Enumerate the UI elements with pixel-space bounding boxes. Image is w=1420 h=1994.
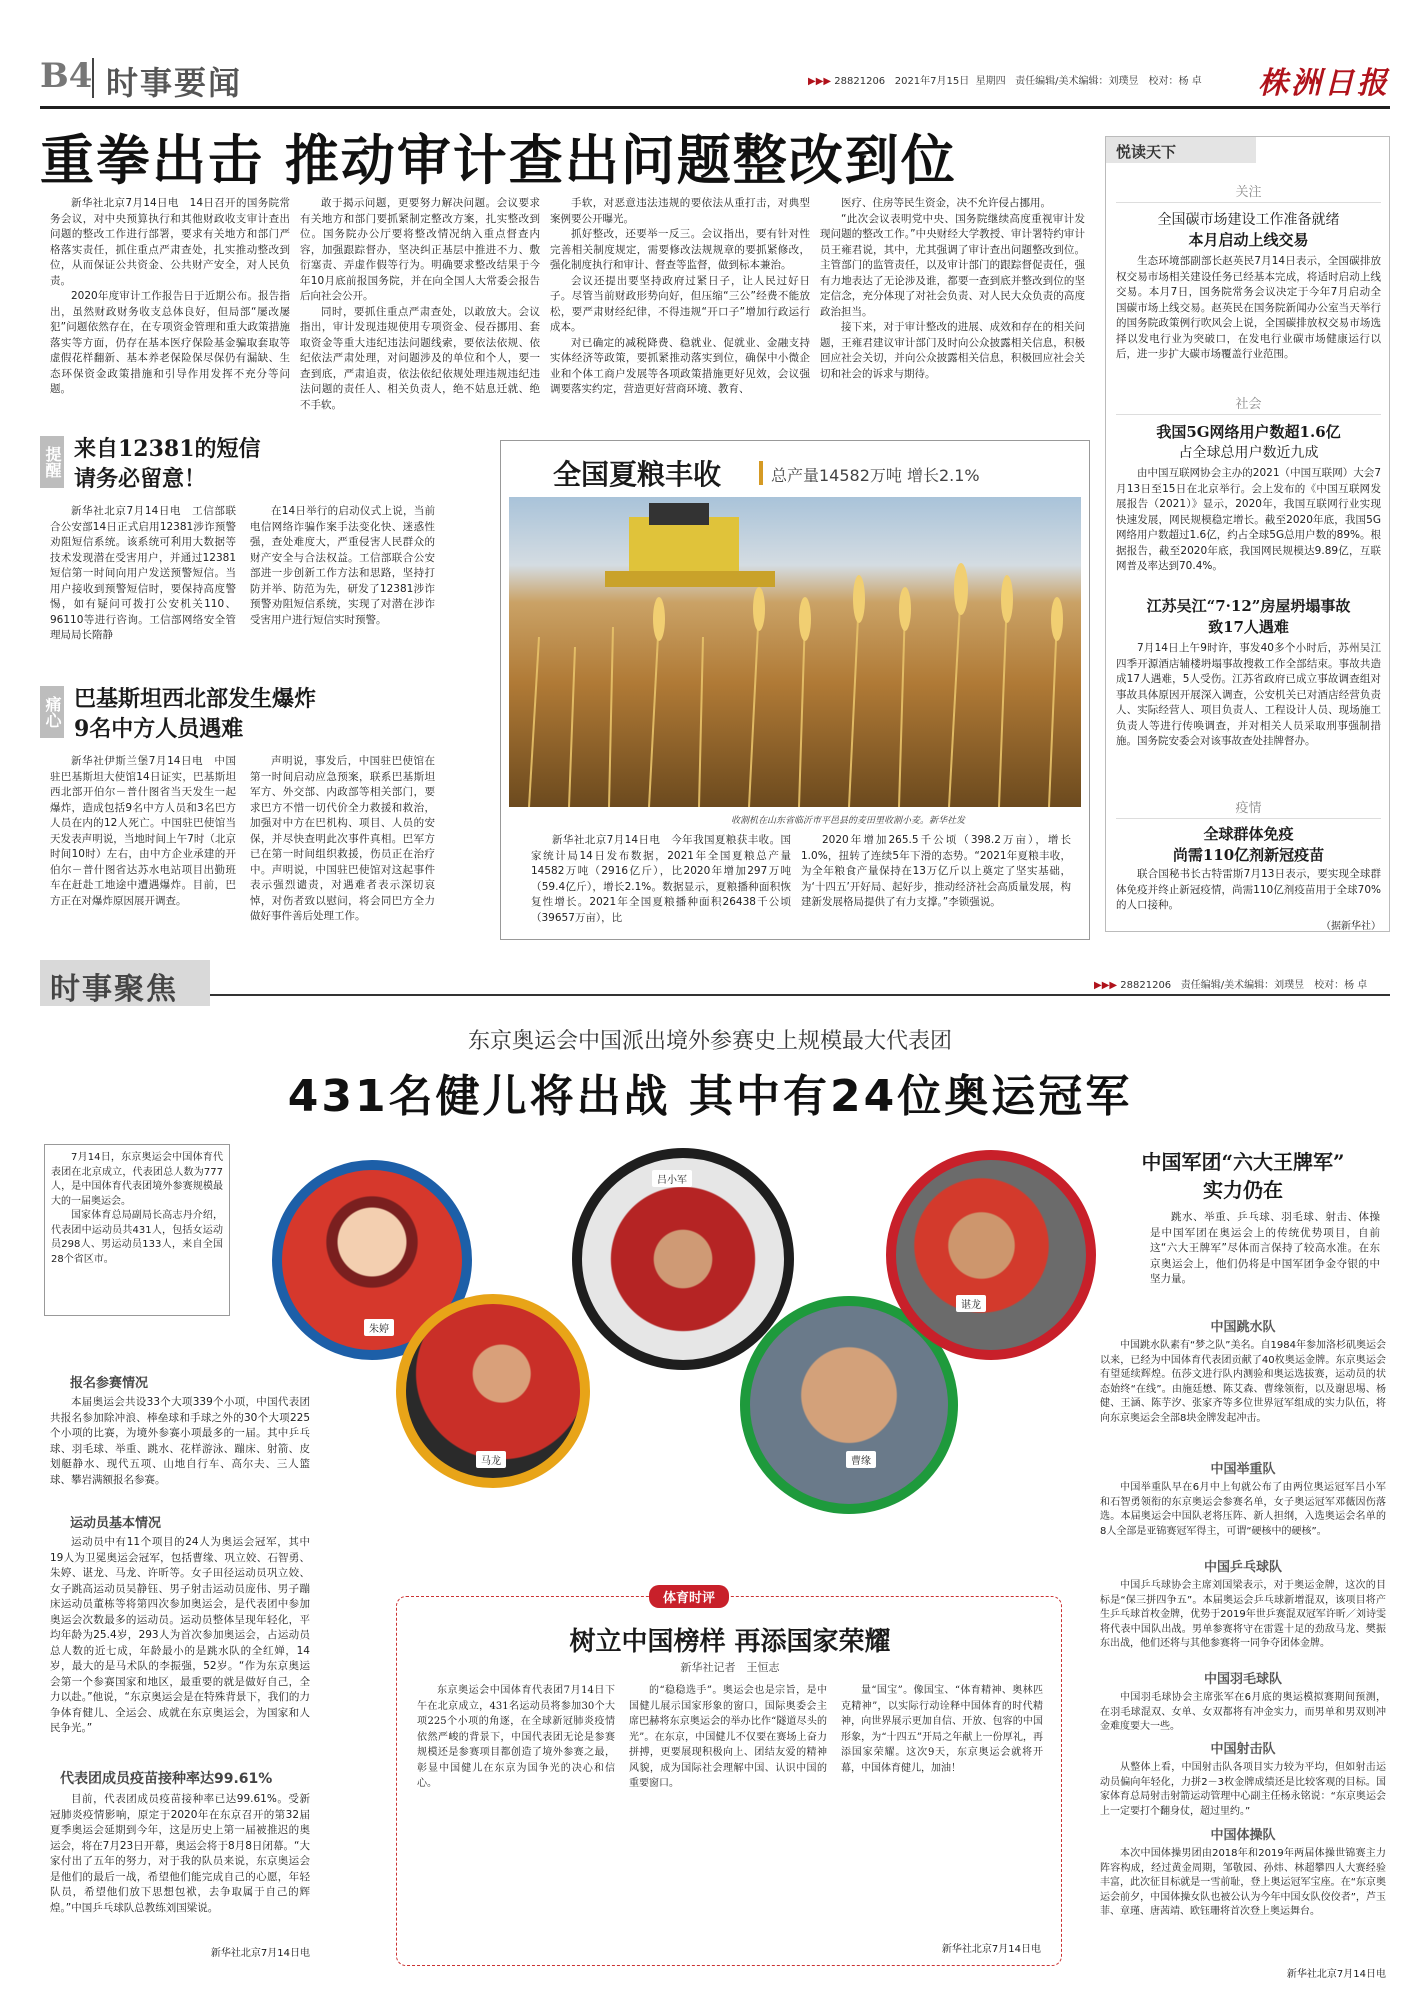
pakistan-col-1 xyxy=(50,754,236,932)
grain-caption: 收割机在山东省临沂市平邑县的麦田里收割小麦。新华社发 xyxy=(731,816,966,826)
team-name: 中国射击队 xyxy=(1210,1742,1276,1757)
left-section-1 xyxy=(50,1372,310,1513)
pakistan-title xyxy=(74,684,316,744)
team-text xyxy=(1100,1481,1386,1553)
team-name: 中国体操队 xyxy=(1210,1828,1276,1843)
commentary-tag: 体育时评 xyxy=(649,1585,729,1608)
sidebar-text xyxy=(1116,254,1381,382)
ring-label: 马龙 xyxy=(476,1451,506,1468)
lead-paragraph: 新华社北京7月14日电 14日召开的国务院常务会议，对中央预算执行和其他财政收支审计查出问题的整改工作进行部署，要求有关地方和部门严格落实责任，抓住重点严肃查处，扎实推动整改到位，从而保证公共资金、公共财产安全，对人民负责。 xyxy=(50,197,290,287)
right-intro-paragraph: 跳水、举重、乒乓球、羽毛球、射击、体操是中国军团在奥运会上的传统优势项目，自前这“六大王牌军”尽体而言保持了较高水准。在东京奥运会上，他们仍将是中国军团争金夺银的中坚力量。 xyxy=(1150,1211,1380,1285)
wheat-field xyxy=(529,587,1057,807)
team-text xyxy=(1100,1691,1386,1735)
right-title-line1: 中国军团“六大王牌军” xyxy=(1141,1150,1345,1174)
lead-paragraph: 医疗、住房等民生资金，决不允许侵占挪用。 xyxy=(841,197,1051,209)
team-paragraph: 本次中国体操男团由2018年和2019年两届体操世锦赛主力阵容构成，经过黄金周期，邹敬园、孙炜、林超攀四人大赛经验丰富，此次征目标就是一雪前耻，登上奥运冠军宝座。在“东京奥运会前夕，中国体操女队也被公认为今年中国女队佼佼者”，芦玉菲、章瑾、唐茜靖、欧钰珊将首次登上奥运舞台。 xyxy=(1100,1848,1386,1917)
team-name: 中国跳水队 xyxy=(1210,1320,1276,1335)
lead-paragraph: 接下来，对于审计整改的进展、成效和存在的相关问题，王雍君建议审计部门及时向公众披露相关信息，积极回应社会关切，并向公众披露相关信息，积极回应社会关切和社会的诉求与期待。 xyxy=(820,321,1085,380)
team-table-tennis xyxy=(1100,1556,1386,1665)
commentary-paragraph: 东京奥运会中国体育代表团7月14日下午在北京成立，431名运动员将参加30个大项225个小项的角逐，在全球新冠肺炎疫情依然严峻的背景下，中国代表团无论是参赛规模还是参赛项目都创造了境外参赛之最，彰显中国健儿在东京为国争光的决心和信心。 xyxy=(417,1685,615,1789)
lead-col-2 xyxy=(300,196,540,426)
sidebar xyxy=(1105,136,1390,932)
ring-label: 谌龙 xyxy=(956,1295,986,1312)
pakistan-tag xyxy=(40,686,64,738)
sidebar-title: 江苏吴江“7·12”房屋坍塌事故 xyxy=(1146,597,1351,615)
reminder-text: 在14日举行的启动仪式上说，当前电信网络诈骗作案手法变化快、迷惑性强，查处难度大，严重侵害人民群众的财产安全与合法权益。工信部联合公安部进一步创新工作方法和思路，坚持打防并举、防范为先，研发了12381涉诈预警劝阻短信系统，实现了对潜在涉诈受害用户进行短信实时预警。 xyxy=(250,505,435,626)
grain-col-2 xyxy=(801,833,1071,933)
ring-label: 朱婷 xyxy=(364,1319,394,1336)
team-paragraph: 中国羽毛球协会主席张军在6月底的奥运模拟赛期间预测，在羽毛球混双、女单、女双都将有冲金实力，而男单和男双则冲金难度要大一些。 xyxy=(1100,1692,1386,1732)
lead-paragraph: 会议还提出要坚持政府过紧日子，让人民过好日子。尽管当前财政形势向好，但压缩“三公”经费不能放松，要严肃财经纪律，不得违规“开口子”增加行政运行成本。 xyxy=(550,274,810,333)
harvester-cab xyxy=(649,503,709,525)
focus-meta xyxy=(1094,976,1367,991)
pakistan-title-line1: 巴基斯坦西北部发生爆炸 xyxy=(74,686,317,712)
harvester-body xyxy=(629,517,739,577)
team-diving xyxy=(1100,1316,1386,1459)
team-shooting xyxy=(1100,1738,1386,1821)
ring-label: 曹缘 xyxy=(846,1451,876,1468)
sidebar-paragraph: 联合国秘书长古特雷斯7月13日表示，要实现全球群体免疫并终止新冠疫情，尚需110亿剂疫苗用于全球70%的人口接种。 xyxy=(1116,868,1381,911)
grain-title: 全国夏粮丰收 xyxy=(553,458,722,491)
team-badminton xyxy=(1100,1668,1386,1735)
right-intro xyxy=(1150,1210,1380,1310)
sidebar-label: 疫情 xyxy=(1116,797,1381,819)
grain-text: 新华社北京7月14日电 今年我国夏粮获丰收。国家统计局14日发布数据，2021年全国夏粮总产量14582万吨（2916亿斤），比2020年增加297万吨（59.4亿斤），增长2.1%。数据显示，夏粮播种面积恢复性增长。2021年全国夏粮播种面积26438千公顷（39657万亩），比 xyxy=(531,834,791,924)
paper-logo: 株洲日报 xyxy=(1258,66,1390,101)
left-section-text xyxy=(50,1395,310,1513)
team-text xyxy=(1100,1339,1386,1459)
focus-intro-paragraph: 国家体育总局副局长高志丹介绍，代表团中运动员共431人，包括女运动员298人、男运动员133人，来自全国28个省区市。 xyxy=(51,1210,223,1265)
header-meta xyxy=(808,72,1202,87)
commentary-paragraph: 量“国宝”。像国宝、“体育精神、奥林匹克精神”，以实际行动诠释中国体育的时代精神，向世界展示更加自信、开放、包容的中国形象，为“十四五”开局之年献上一份厚礼，再添国家荣耀。这次9天，东京奥运会就将开幕，中国体育健儿，加油！ xyxy=(841,1685,1043,1774)
team-paragraph: 中国跳水队素有“梦之队”美名。自1984年参加洛杉矶奥运会以来，已经为中国体育代表团贡献了40枚奥运金牌。东京奥运会有望延续辉煌。伍莎文进行队内测验和奥运选拔赛，运动员的状态始终“在线”。由施廷懋、陈艾森、曹缘领衔，以及谢思埸、杨健、王涵、陈芋汐、张家齐等多位世界冠军组成的实力队伍，将向东京奥运会全部8块金牌发起冲击。 xyxy=(1100,1340,1386,1424)
sidebar-text xyxy=(1116,641,1381,785)
lead-col-3 xyxy=(550,196,810,426)
grain-photo xyxy=(509,497,1081,807)
hotline: 28821206 xyxy=(834,76,886,87)
team-text xyxy=(1100,1761,1386,1821)
left-section-title: 运动员基本情况 xyxy=(70,1516,162,1531)
reminder-title-line2: 请务必留意！ xyxy=(74,466,207,492)
header-divider xyxy=(92,58,94,98)
sidebar-title: 致17人遇难 xyxy=(1208,618,1289,636)
team-paragraph: 从整体上看，中国射击队各项目实力较为平均，但如射击运动员偏向年轻化，力拼2－3枚金牌成绩还是比较客观的目标。国家体育总局射击射箭运动管理中心副主任杨永铭说：“东京奥运会上一定要打个翻身仗，超过里约。” xyxy=(1100,1762,1386,1817)
section-title: 时事要闻 xyxy=(106,64,243,102)
left-section-credit: 新华社北京7月14日电 xyxy=(210,1948,310,1959)
focus-intro-paragraph: 7月14日，东京奥运会中国体育代表团在北京成立，代表团总人数为777人，是中国体育代表团境外参赛规模最大的一届奥运会。 xyxy=(51,1152,223,1207)
reminder-col-1 xyxy=(50,504,236,654)
sidebar-title: 尚需110亿剂新冠疫苗 xyxy=(1172,846,1325,864)
sidebar-paragraph: 生态环境部副部长赵英民7月14日表示，全国碳排放权交易市场相关建设任务已经基本完成，将适时启动上线交易。本月7日，国务院常务会议决定于今年7月启动全国碳市场上线交易。赵英民在国务院新闻办公室当天举行的国务院政策例行吹风会上说，全国碳排放权交易市场选择以发电行业为突破口，在发电行业碳市场健康运行以后，进一步扩大碳市场覆盖行业范围。 xyxy=(1116,255,1381,360)
team-weightlifting xyxy=(1100,1458,1386,1553)
lead-paragraph: 手软，对恶意违法违规的要依法从重打击，对典型案例要公开曝光。 xyxy=(550,197,810,225)
pakistan-text: 新华社伊斯兰堡7月14日电 中国驻巴基斯坦大使馆14日证实，巴基斯坦西北部开伯尔－普什图省当天发生一起爆炸，造成包括9名中方人员和3名巴方人员在内的12人死亡。中国驻巴使馆当天发表声明说，当地时间上午7时（北京时间10时）左右，由中方企业承建的开伯尔－普什图省达苏水电站项目出勤班车在赶赴工地途中遭遇爆炸。目前，巴方正在对爆炸原因展开调查。 xyxy=(50,755,236,907)
sidebar-title: 占全球总用户数近九成 xyxy=(1178,445,1319,461)
left-section-title: 报名参赛情况 xyxy=(70,1376,149,1391)
grain-col-1 xyxy=(531,833,791,933)
lead-col-4 xyxy=(820,196,1085,426)
sidebar-title: 全球群体免疫 xyxy=(1203,825,1294,843)
focus-section-title: 时事聚焦 xyxy=(50,972,178,1007)
grain-text: 2020年增加265.5千公顷（398.2万亩），增长1.0%，扭转了连续5年下滑的态势。“2021年夏粮丰收，为全年粮食产量保持在13万亿斤以上奠定了坚实基础，为‘十四五’开好局、起好步，推动经济社会高质量发展，构建新发展格局提供了有力支撑。”李锁强说。 xyxy=(801,834,1071,908)
lead-paragraph: 对已确定的减税降费、稳就业、促就业、金融支持实体经济等政策，要抓紧推动落实到位，确保中小微企业和个体工商户发展等各项政策措施更好见效，会议强调要落实约定，营造更好营商环境、教育、 xyxy=(550,336,810,395)
commentary-col-2 xyxy=(629,1683,827,1943)
pakistan-title-line2: 9名中方人员遇难 xyxy=(74,716,244,742)
left-section-paragraph: 本届奥运会共设33个大项339个小项，中国代表团共报名参加除冲浪、棒垒球和手球之外的30个大项225个小项的比赛，为境外参赛小项最多的一届。其中乒乓球、羽毛球、举重、跳水、花样游泳、蹦床、射箭、皮划艇静水、现代五项、山地自行车、高尔夫、三人篮球、攀岩满额报名参赛。 xyxy=(50,1396,310,1486)
ring-yellow xyxy=(396,1294,590,1488)
reminder-title-line1: 来自12381的短信 xyxy=(74,436,261,462)
left-section-paragraph: 运动员中有11个项目的24人为奥运会冠军，其中19人为卫冕奥运会冠军，包括曹缘、巩立姣、石智勇、朱婷、谌龙、马龙、许昕等。女子田径运动员巩立姣、女子跳高运动员吴静钰、男子射击运动员庞伟、男子蹦床运动员董栋等将第四次参加奥运会，是代表团中参加奥运会次数最多的运动员。运动员整体呈现年轻化，平均年龄为25.4岁，293人为首次参加奥运会，占运动员总人数的近七成，年龄最小的是跳水队的全红婵，14岁，最大的是马术队的李振强，52岁。“作为东京奥运会第一个参赛国家和地区，最重要的就是做好自己，全力以赴。”他说，“东京奥运会是在特殊背景下，我们的力争体育健儿、全运会、成就在东京奥运会，为国家和人民争光。” xyxy=(50,1536,310,1734)
commentary-paragraph: 的“稳稳选手”。奥运会也是宗旨，是中国健儿展示国家形象的窗口，国际奥委会主席巴赫将东京奥运会的举办比作“隧道尽头的光”。在东京，中国健儿不仅要在赛场上奋力拼搏，更要展现积极向上、团结友爱的精神风貌，成为国际社会理解中国、认识中国的重要窗口。 xyxy=(629,1685,827,1789)
editors: 责任编辑/美术编辑：刘璞昱 校对：杨 卓 xyxy=(1015,76,1202,87)
lead-col-1 xyxy=(50,196,290,426)
team-paragraph: 中国乒乓球协会主席刘国梁表示，对于奥运金牌，这次的目标是“保三拼四争五”。本届奥运会乒乓球新增混双，该项目将产生乒乓球首枚金牌，优势于2019年世乒赛混双冠军许昕／刘诗雯将代表中国队出战。男单参赛将守在雷霆十足的劲敌马龙、樊振东出战，他们还将与其他参赛将一同争夺团体金牌。 xyxy=(1100,1580,1386,1649)
weekday: 星期四 xyxy=(975,76,1006,87)
team-credit: 新华社北京7月14日电 xyxy=(1286,1969,1386,1980)
reminder-col-2 xyxy=(250,504,435,654)
reminder-tag xyxy=(40,436,64,488)
pakistan-text: 声明说，事发后，中国驻巴使馆在第一时间启动应急预案，联系巴基斯坦军方、外交部、内政部等相关部门，要求巴方不惜一切代价全力救援和救治，加强对中方在巴机构、项目、人员的安保，并尽快查明此次事件真相。巴军方已在第一时间组织救援，伤员正在治疗中。声明说，中国驻巴使馆对这起事件表示强烈谴责，对遇难者表示深切哀悼，对伤者致以慰问，将会同巴方全力做好事件善后处理工作。 xyxy=(250,755,435,922)
sidebar-section-2 xyxy=(1116,393,1381,594)
sidebar-section-1 xyxy=(1116,181,1381,382)
left-section-text xyxy=(50,1792,310,1942)
focus-title: 431名健儿将出战 其中有24位奥运冠军 xyxy=(287,1071,1133,1122)
focus-intro xyxy=(51,1151,223,1309)
team-text xyxy=(1100,1579,1386,1665)
team-name: 中国乒乓球队 xyxy=(1203,1560,1282,1575)
lead-paragraph: 敢于揭示问题，更要努力解决问题。会议要求有关地方和部门要抓紧制定整改方案，扎实整改到位。国务院办公厅要将整改情况纳入重点督查内容，加强跟踪督办，坚决纠正基层中推进不力、敷衍塞责、弄虚作假等行为。明确要求整改结果于今年10月底前报国务院，并在向全国人大常委会报告后向社会公开。 xyxy=(300,197,540,302)
left-section-3 xyxy=(50,1768,310,1959)
page-header xyxy=(40,52,1390,108)
reminder-title xyxy=(74,434,261,494)
sidebar-credit: （据新华社） xyxy=(1321,921,1381,932)
team-name: 中国举重队 xyxy=(1210,1462,1276,1477)
team-text xyxy=(1100,1847,1386,1965)
ring-label: 吕小军 xyxy=(652,1170,692,1187)
ring-black xyxy=(572,1148,794,1370)
sidebar-title: 全国碳市场建设工作准备就绪 xyxy=(1157,212,1340,228)
commentary-box xyxy=(396,1591,1062,1966)
date: 2021年7月15日 xyxy=(894,76,970,87)
lead-title: 重拳出击 推动审计查出问题整改到位 xyxy=(40,128,957,192)
sidebar-section-3 xyxy=(1116,595,1381,785)
grain-title-marker xyxy=(759,461,763,485)
pakistan-col-2 xyxy=(250,754,435,932)
reminder-tag-label: 提醒 xyxy=(43,446,62,478)
sidebar-text xyxy=(1116,867,1381,915)
sidebar-paragraph: 7月14日上午9时许，事发40多个小时后，苏州吴江四季开源酒店辅楼坍塌事故搜救工作全部结束。事故共造成17人遇难，5人受伤。江苏省政府已成立事故调查组对事故具体原因开展深入调查，公安机关已对酒店经营负责人、实际经营人、项目负责人、工程设计人员、现场施工负责人等进行传唤调查，并对相关人员采取刑事强制措施。国务院安委会对该事故查处挂牌督办。 xyxy=(1116,642,1381,747)
focus-hotline: 28821206 xyxy=(1120,980,1172,991)
focus-hotline-arrow: ▶▶▶ xyxy=(1094,980,1118,991)
right-title xyxy=(1108,1148,1378,1204)
left-section-title: 代表团成员疫苗接种率达99.61% xyxy=(60,1771,273,1787)
pakistan-tag-label: 痛心 xyxy=(43,696,62,728)
sidebar-title: 本月启动上线交易 xyxy=(1188,231,1309,249)
header-rule xyxy=(40,106,1390,109)
focus-intro-box xyxy=(44,1144,230,1316)
commentary-credit: 新华社北京7月14日电 xyxy=(941,1944,1041,1955)
harvest-scene xyxy=(509,497,1081,807)
page-code: B4 xyxy=(40,56,93,96)
commentary-col-1 xyxy=(417,1683,615,1943)
sidebar-section-4 xyxy=(1116,797,1381,932)
sidebar-paragraph: 由中国互联网协会主办的2021（中国互联网）大会7月13日至15日在北京举行。会上发布的《中国互联网发展报告（2021）》显示，2020年，我国互联网行业实现快速发展，网民规模稳定增长。截至2020年底，我国5G网络用户数超过1.6亿，约占全球5G总用户数的89%。根据报告，截至2020年底，我国网民规模达9.89亿，互联网普及率达到70.4%。 xyxy=(1116,467,1381,572)
sidebar-label: 社会 xyxy=(1116,393,1381,415)
team-gymnastics xyxy=(1100,1824,1386,1980)
sidebar-tag-label: 悦读天下 xyxy=(1116,143,1177,161)
team-paragraph: 中国举重队早在6月中上旬就公布了由两位奥运冠军吕小军和石智勇领衔的东京奥运会参赛名单，女子奥运冠军邓薇因伤落选。本届奥运会中国队老将压阵、新人担纲，入选奥运会名单的8人全部是亚锦赛冠军得主，可谓“硬核中的硬核”。 xyxy=(1100,1482,1386,1537)
sidebar-text xyxy=(1116,466,1381,594)
hotline-arrow: ▶▶▶ xyxy=(808,76,832,87)
lead-paragraph: 抓好整改，还要举一反三。会议指出，要有针对性完善相关制度规定，需要修改法规规章的要抓紧修改，强化制度执行和审计、督查等监督，做到标本兼治。 xyxy=(550,228,810,271)
left-section-text xyxy=(50,1535,310,1767)
focus-kicker: 东京奥运会中国派出境外参赛史上规模最大代表团 xyxy=(467,1029,952,1054)
focus-editors: 责任编辑/美术编辑：刘璞昱 校对：杨 卓 xyxy=(1180,980,1368,991)
ring-red xyxy=(886,1150,1096,1360)
commentary-byline: 新华社记者 王恒志 xyxy=(680,1661,780,1674)
sidebar-title: 我国5G网络用户数超1.6亿 xyxy=(1156,423,1341,441)
commentary-col-3 xyxy=(841,1683,1043,1929)
grain-box xyxy=(500,440,1090,940)
sidebar-label: 关注 xyxy=(1116,181,1381,203)
right-title-line2: 实力仍在 xyxy=(1203,1178,1283,1202)
grain-stat: 总产量14582万吨 增长2.1% xyxy=(771,466,980,485)
lead-paragraph: 同时，要抓住重点严肃查处，以敢放大。会议指出，审计发现违规使用专项资金、侵吞挪用、套取资金等重大违纪违法问题线索，要依法依规、依纪依法严肃处理，对问题涉及的单位和个人，要一查到底，严肃追责，依法依纪依规处理违规违纪违法问题的责任人、相关负责人，绝不姑息迁就、绝不手软。 xyxy=(300,305,540,411)
lead-paragraph: “此次会议表明党中央、国务院继续高度重视审计发现问题的整改工作。”中央财经大学教授、审计署特约审计员王雍君说，其中，尤其强调了审计查出问题整改到位。主管部门的监管责任，以及审计部门的跟踪督促责任，强有力地表达了无论涉及谁，都要一查到底并整改到位的坚定信念，充分体现了对社会负责、对人民大众负责的高度政治担当。 xyxy=(820,212,1085,318)
team-name: 中国羽毛球队 xyxy=(1203,1672,1282,1687)
harvester-header xyxy=(605,571,775,587)
lead-paragraph: 2020年度审计工作报告日于近期公布。报告指出，虽然财政财务收支总体良好，但局部“屡改屡犯”问题依然存在，在专项资金管理和重大政策措施落实等方面，仍存在基本医疗保险基金骗取套取等虚假花样翻新、基本养老保险保尽保仍有漏缺、生态环保资金政策措施和引导作用发挥不充分等问题。 xyxy=(50,290,290,395)
left-section-paragraph: 目前，代表团成员疫苗接种率已达99.61%。受新冠肺炎疫情影响，原定于2020年在东京召开的第32届夏季奥运会延期到今年，这是历史上第一届被推迟的奥运会，将在7月23日开幕，奥运会将于8月8日闭幕。“大家付出了五年的努力，对于我的队员来说，东京奥运会是他们的最后一战，希望他们能完成自己的心愿，年轻队员，希望他们放下思想包袱，去争取属于自己的辉煌。”中国乒乓球队总教练刘国梁说。 xyxy=(50,1793,310,1914)
focus-rule xyxy=(210,994,1390,996)
commentary-title: 树立中国榜样 再添国家荣耀 xyxy=(569,1627,891,1657)
left-section-2 xyxy=(50,1512,310,1767)
reminder-text: 新华社北京7月14日电 工信部联合公安部14日正式启用12381涉诈预警劝阻短信系统。该系统可利用大数据等技术发现潜在受害用户，并通过12381短信第一时间向用户发送预警短信。当用户接收到预警短信时，要保持高度警惕，如有疑问可拨打公安机关110、96110等进行咨询。工信部网络安全管理局局长隋静 xyxy=(50,505,236,641)
